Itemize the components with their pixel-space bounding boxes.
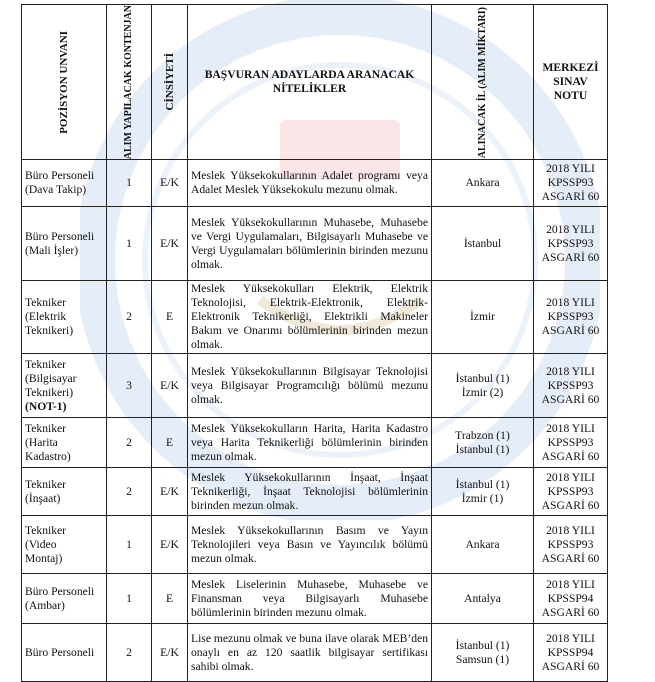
province-cell: Antalya — [432, 574, 534, 624]
quota-cell: 2 — [107, 468, 152, 516]
gender-cell: E/K — [152, 468, 188, 516]
quota-cell: 1 — [107, 516, 152, 574]
position-title: Tekniker (Bilgisayar Teknikeri) — [25, 357, 77, 399]
position-title: Tekniker (Video Montaj) — [25, 523, 67, 565]
position-cell — [22, 281, 107, 354]
table-row — [22, 624, 608, 682]
position-title: Tekniker (İnşaat) — [25, 477, 67, 505]
qualification-cell: Meslek Yüksekokulları Elektrik, Elektrik Teknolojisi, Elektrik-Elektronik, Elektrik-Elektronik Teknikerliği, Elektrikli Makineler Bakım ve Onarımı bölümlerinin birinden mezun olmak. — [188, 281, 432, 354]
header-position: POZİSYON UNVANI — [22, 5, 107, 160]
score-cell: 2018 YILI KPSSP93 ASGARİ 60 — [534, 468, 608, 516]
position-cell — [22, 354, 107, 418]
qualification-cell: Meslek Yüksekokulların Harita, Harita Kadastro veya Harita Teknikerliği bölümlerinin birinden mezun olmak. — [188, 418, 432, 468]
province-cell: İstanbul (1) Samsun (1) — [432, 624, 534, 682]
position-title: Büro Personeli — [25, 645, 95, 659]
quota-cell: 2 — [107, 418, 152, 468]
table-row — [22, 418, 608, 468]
gender-cell: E/K — [152, 516, 188, 574]
header-quota: ALIM YAPILACAK KONTENJAN — [107, 5, 152, 160]
province-cell: Ankara — [432, 516, 534, 574]
table-row — [22, 354, 608, 418]
province-cell: Trabzon (1) İstanbul (1) — [432, 418, 534, 468]
quota-cell: 1 — [107, 207, 152, 281]
quota-cell: 1 — [107, 574, 152, 624]
position-title: Tekniker (Harita Kadastro) — [25, 421, 71, 463]
position-cell — [22, 418, 107, 468]
gender-cell: E/K — [152, 624, 188, 682]
qualification-cell: Meslek Yüksekokullarının İnşaat, İnşaat Teknikerliği, İnşaat Teknolojisi bölümlerinin birinden mezun olmak. — [188, 468, 432, 516]
positions-table — [21, 4, 608, 682]
province-cell: Ankara — [432, 160, 534, 207]
province-cell: İzmir — [432, 281, 534, 354]
position-cell — [22, 160, 107, 207]
gender-cell: E — [152, 574, 188, 624]
position-cell — [22, 207, 107, 281]
position-title: Tekniker (Elektrik Teknikeri) — [25, 296, 74, 338]
qualification-cell: Meslek Liselerinin Muhasebe, Muhasebe ve Finansman veya Bilgisayarlı Muhasebe bölümlerinin birinden mezunu olmak. — [188, 574, 432, 624]
quota-cell: 2 — [107, 624, 152, 682]
gender-cell: E/K — [152, 160, 188, 207]
qualification-cell: Meslek Yüksekokullarının Muhasebe, Muhasebe ve Vergi Uygulamaları, Bilgisayarlı Muhasebe ve Vergi Uygulamaları bölümlerinin birinden mezunu olmak. — [188, 207, 432, 281]
gender-cell: E — [152, 281, 188, 354]
table-row — [22, 468, 608, 516]
header-province: ALINACAK İL (ALIM MİKTARI) — [432, 5, 534, 160]
qualification-cell: Lise mezunu olmak ve buna ilave olarak MEB’den onaylı en az 120 saatlik bilgisayar sertifikası sahibi olmak. — [188, 624, 432, 682]
header-row — [22, 5, 608, 160]
position-title: Büro Personeli (Mali İşler) — [25, 229, 95, 257]
position-cell — [22, 574, 107, 624]
score-cell: 2018 YILI KPSSP93 ASGARİ 60 — [534, 207, 608, 281]
gender-cell: E/K — [152, 207, 188, 281]
table-row — [22, 281, 608, 354]
quota-cell: 2 — [107, 281, 152, 354]
position-title: Büro Personeli (Dava Takip) — [25, 169, 95, 197]
score-cell: 2018 YILI KPSSP93 ASGARİ 60 — [534, 354, 608, 418]
score-cell: 2018 YILI KPSSP93 ASGARİ 60 — [534, 516, 608, 574]
position-cell — [22, 516, 107, 574]
qualification-cell: Meslek Yüksekokullarının Bilgisayar Teknolojisi veya Bilgisayar Programcılığı bölümü mezunu olmak. — [188, 354, 432, 418]
gender-cell: E/K — [152, 354, 188, 418]
position-cell — [22, 468, 107, 516]
table-row — [22, 207, 608, 281]
quota-cell: 1 — [107, 160, 152, 207]
score-cell: 2018 YILI KPSSP94 ASGARİ 60 — [534, 574, 608, 624]
table-row — [22, 160, 608, 207]
position-title: Büro Personeli (Ambar) — [25, 584, 95, 612]
province-cell: İstanbul (1) İzmir (1) — [432, 468, 534, 516]
header-score: MERKEZİ SINAV NOTU — [534, 5, 608, 160]
score-cell: 2018 YILI KPSSP93 ASGARİ 60 — [534, 281, 608, 354]
table-row — [22, 516, 608, 574]
position-cell — [22, 624, 107, 682]
score-cell: 2018 YILI KPSSP93 ASGARİ 60 — [534, 160, 608, 207]
gender-cell: E — [152, 418, 188, 468]
header-qualifications: BAŞVURAN ADAYLARDA ARANACAK NİTELİKLER — [188, 5, 432, 160]
position-note: (NOT-1) — [25, 399, 67, 413]
table-row — [22, 574, 608, 624]
header-gender: CİNSİYETİ — [152, 5, 188, 160]
qualification-cell: Meslek Yüksekokullarının Adalet programı veya Adalet Meslek Yüksekokulu mezunu olmak. — [188, 160, 432, 207]
province-cell: İstanbul (1) İzmir (2) — [432, 354, 534, 418]
score-cell: 2018 YILI KPSSP93 ASGARİ 60 — [534, 418, 608, 468]
score-cell: 2018 YILI KPSSP94 ASGARİ 60 — [534, 624, 608, 682]
qualification-cell: Meslek Yüksekokullarının Basım ve Yayın Teknolojileri veya Basın ve Yayıncılık bölümü mezun olmak. — [188, 516, 432, 574]
quota-cell: 3 — [107, 354, 152, 418]
province-cell: İstanbul — [432, 207, 534, 281]
